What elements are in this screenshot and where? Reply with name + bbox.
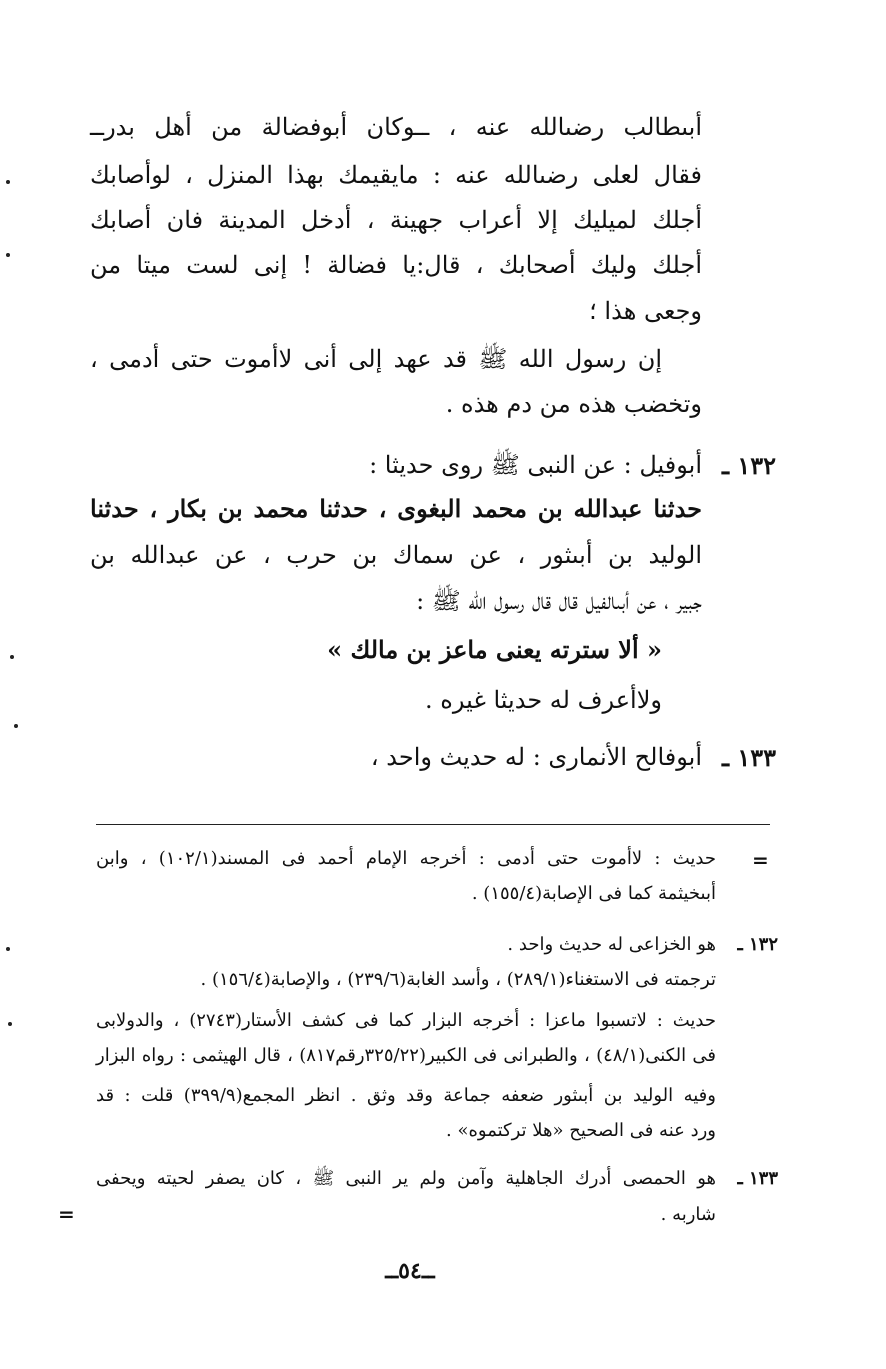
footnote-line: هو الحمصى أدرك الجاهلية وآمن ولم ير النبى ﷺ ، كان يصفر لحيته ويحفى [96,1168,716,1189]
scan-speck [10,655,14,659]
text-line: وجعى هذا ؛ [589,297,702,325]
hadith-text: « ألا سترته يعنى ماعز بن مالك » [327,635,662,664]
footnote-line: أبىخيثمة كما فى الإصابة(١٥٥/٤) . [471,883,716,904]
scan-speck [14,724,18,728]
footnote-line: حديث : لاتسبوا ماعزا : أخرجه البزار كما فى كشف الأستار(٢٧٤٣) ، والدولابى [96,1010,717,1031]
scan-speck [8,1022,12,1026]
text-line: فقال لعلى رضىالله عنه : مايقيمك بهذا المنزل ، لوأصابك [90,161,702,189]
scan-speck [6,180,10,184]
text-line: أجلك وليك أصحابك ، قال:يا فضالة ! إنى لست ميتا من [90,251,702,279]
continuation-marker: = [752,848,769,872]
text-line: وتخضب هذه من دم هذه . [445,390,702,418]
footnote-divider [96,824,770,825]
isnad-line: الوليد بن أبىثور ، عن سماك بن حرب ، عن عبدالله بن [90,541,702,569]
entry-number-133: ١٣٣ ـ [721,743,776,772]
continuation-marker: = [58,1202,75,1226]
note-text: ولاأعرف له حديثا غيره . [425,686,662,714]
footnote-line: وفيه الوليد بن أبىثور ضعفه جماعة وقد وثق . انظر المجمع(٣٩٩/٩) قلت : قد [96,1085,716,1106]
footnote-number-132: ١٣٢ ـ [737,934,778,955]
footnote-line: حديث : لاأموت حتى أدمى : أخرجه الإمام أحمد فى المسند(١٠٢/١) ، وابن [96,848,716,869]
entry-heading: أبوفيل : عن النبى ﷺ روى حديثا : [369,451,702,479]
footnote-line: ورد عنه فى الصحيح «هلا تركتموه» . [446,1120,716,1141]
text-line: أجلك لميليك إلا أعراب جهينة ، أدخل المدينة فان أصابك [90,206,702,234]
scan-speck [6,947,10,951]
footnote-line: فى الكنى(٤٨/١) ، والطبرانى فى الكبير(٣٢٥/٢٢رقم٨١٧) ، قال الهيثمى : رواه البزار [96,1045,717,1066]
footnote-line: شاربه . [660,1204,716,1225]
text-line: أبىطالب رضىالله عنه ، ــوكان أبوفضالة من أهل بدرــ [90,113,702,141]
text-line: إن رسول الله ﷺ قد عهد إلى أنى لاأموت حتى أدمى ، [90,345,662,373]
page-number: ــ٥٤ــ [385,1258,435,1284]
entry-number-132: ١٣٢ ـ [721,451,776,480]
isnad-line: جبير ، عن أبىالفيل قال قال رسول الله ﷺ : [416,587,702,615]
footnote-line: هو الخزاعى له حديث واحد . [507,934,716,955]
entry-heading: أبوفالح الأنمارى : له حديث واحد ، [370,743,702,771]
footnote-number-133: ١٣٣ ـ [737,1168,778,1189]
isnad-line: حدثنا عبدالله بن محمد البغوى ، حدثنا محمد بن بكار ، حدثنا [90,494,702,523]
scan-speck [6,253,10,257]
footnote-line: ترجمته فى الاستغناء(٢٨٩/١) ، وأسد الغابة(٢٣٩/٦) ، والإصابة(١٥٦/٤) . [200,969,716,990]
